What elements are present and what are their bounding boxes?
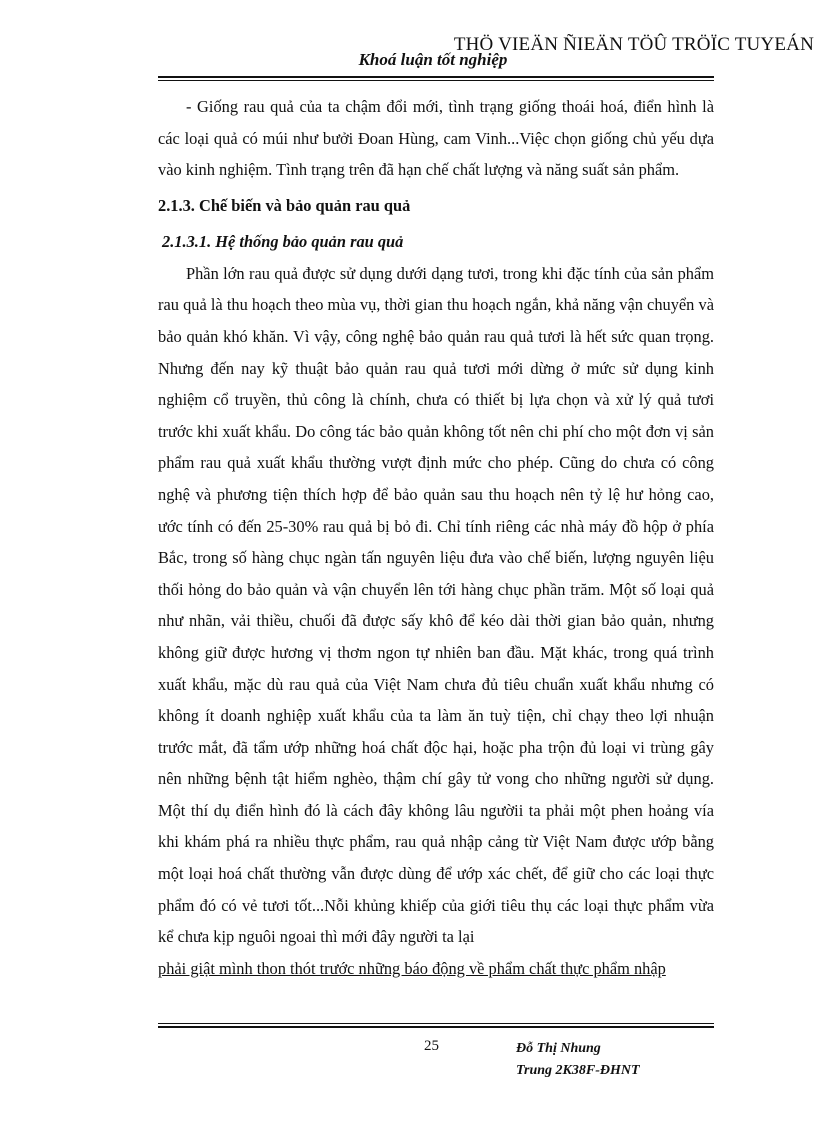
author-class: Trung 2K38F-ĐHNT xyxy=(516,1063,640,1078)
paragraph-seed-varieties: - Giống rau quả của ta chậm đổi mới, tình trạng giống thoái hoá, điển hình là các loại quả có múi như bưởi Đoan Hùng, cam Vinh...Việc chọn giống chủ yếu dựa vào kinh nghiệm. Tình trạng trên đã hạn chế chất lượng và năng suất sản phẩm. xyxy=(158,97,714,180)
footer-rule-thin xyxy=(158,1023,714,1024)
header-rule-thin xyxy=(158,80,714,81)
page-number: 25 xyxy=(424,1038,439,1054)
header-rule-thick xyxy=(158,76,714,78)
watermark-text: THÖ VIEÄN ÑIEÄN TÖÛ TRÖÏC TUYEÁN xyxy=(453,34,814,55)
section-heading-2-1-3: 2.1.3. Chế biến và bảo quản rau quả xyxy=(158,195,411,215)
page-header-title: Khoá luận tốt nghiệp xyxy=(358,50,508,69)
paragraph-last-line: phải giật mình thon thót trước những báo động về phẩm chất thực phẩm nhập xyxy=(158,958,666,978)
author-block xyxy=(516,1038,640,1082)
footer-rule-thick xyxy=(158,1026,714,1028)
author-name: Đỗ Thị Nhung xyxy=(516,1041,601,1056)
subsection-heading-2-1-3-1: 2.1.3.1. Hệ thống bảo quản rau quả xyxy=(162,231,404,251)
paragraph-preservation: Phần lớn rau quả được sử dụng dưới dạng tươi, trong khi đặc tính của sản phẩm rau quả là thu hoạch theo mùa vụ, thời gian thu hoạch ngắn, khả năng vận chuyển và bảo quản khó khăn. Vì vậy, công nghệ bảo quản rau quả tươi là hết sức quan trọng. Nhưng đến nay kỹ thuật bảo quản rau quả tươi mới dừng ở mức sử dụng kinh nghiệm cổ truyền, thủ công là chính, chưa có thiết bị lựa chọn và xử lý quả tươi trước khi xuất khẩu. Do công tác bảo quản không tốt nên chi phí cho một đơn vị sản phẩm rau quả xuất khẩu thường vượt định mức cho phép. Cũng do chưa có công nghệ và phương tiện thích hợp để bảo quản sau thu hoạch nên tỷ lệ hư hỏng cao, ước tính có đến 25-30% rau quả bị bỏ đi. Chỉ tính riêng các nhà máy đồ hộp ở phía Bắc, trong số hàng chục ngàn tấn nguyên liệu đưa vào chế biến, lượng nguyên liệu thối hỏng do bảo quản và vận chuyển lên tới hàng chục phần trăm. Một số loại quả như nhãn, vải thiều, chuối đã được sấy khô để kéo dài thời gian bảo quản, nhưng không giữ được hương vị thơm ngon tự nhiên ban đầu. Mặt khác, trong quá trình xuất khẩu, mặc dù rau quả của Việt Nam chưa đủ tiêu chuẩn xuất khẩu nhưng có không ít doanh nghiệp xuất khẩu của ta làm ăn tuỳ tiện, chỉ chạy theo lợi nhuận trước mắt, đã tẩm ướp những hoá chất độc hại, hoặc pha trộn đủ loại vi trùng gây nên những bệnh tật hiểm nghèo, thậm chí gây tử vong cho những người sử dụng. Một thí dụ điển hình đó là cách đây không lâu ngườii ta phải một phen hoảng vía khi khám phá ra nhiều thực phẩm, rau quả nhập cảng từ Việt Nam được ướp bằng một loại hoá chất thường vẫn được dùng để ướp xác chết, để giữ cho các loại thực phẩm đó có vẻ tươi tốt...Nỗi khủng khiếp của giới tiêu thụ các loại thực phẩm vừa kể chưa kịp nguôi ngoai thì mới đây người ta lại xyxy=(158,263,714,947)
document-body xyxy=(158,91,714,984)
